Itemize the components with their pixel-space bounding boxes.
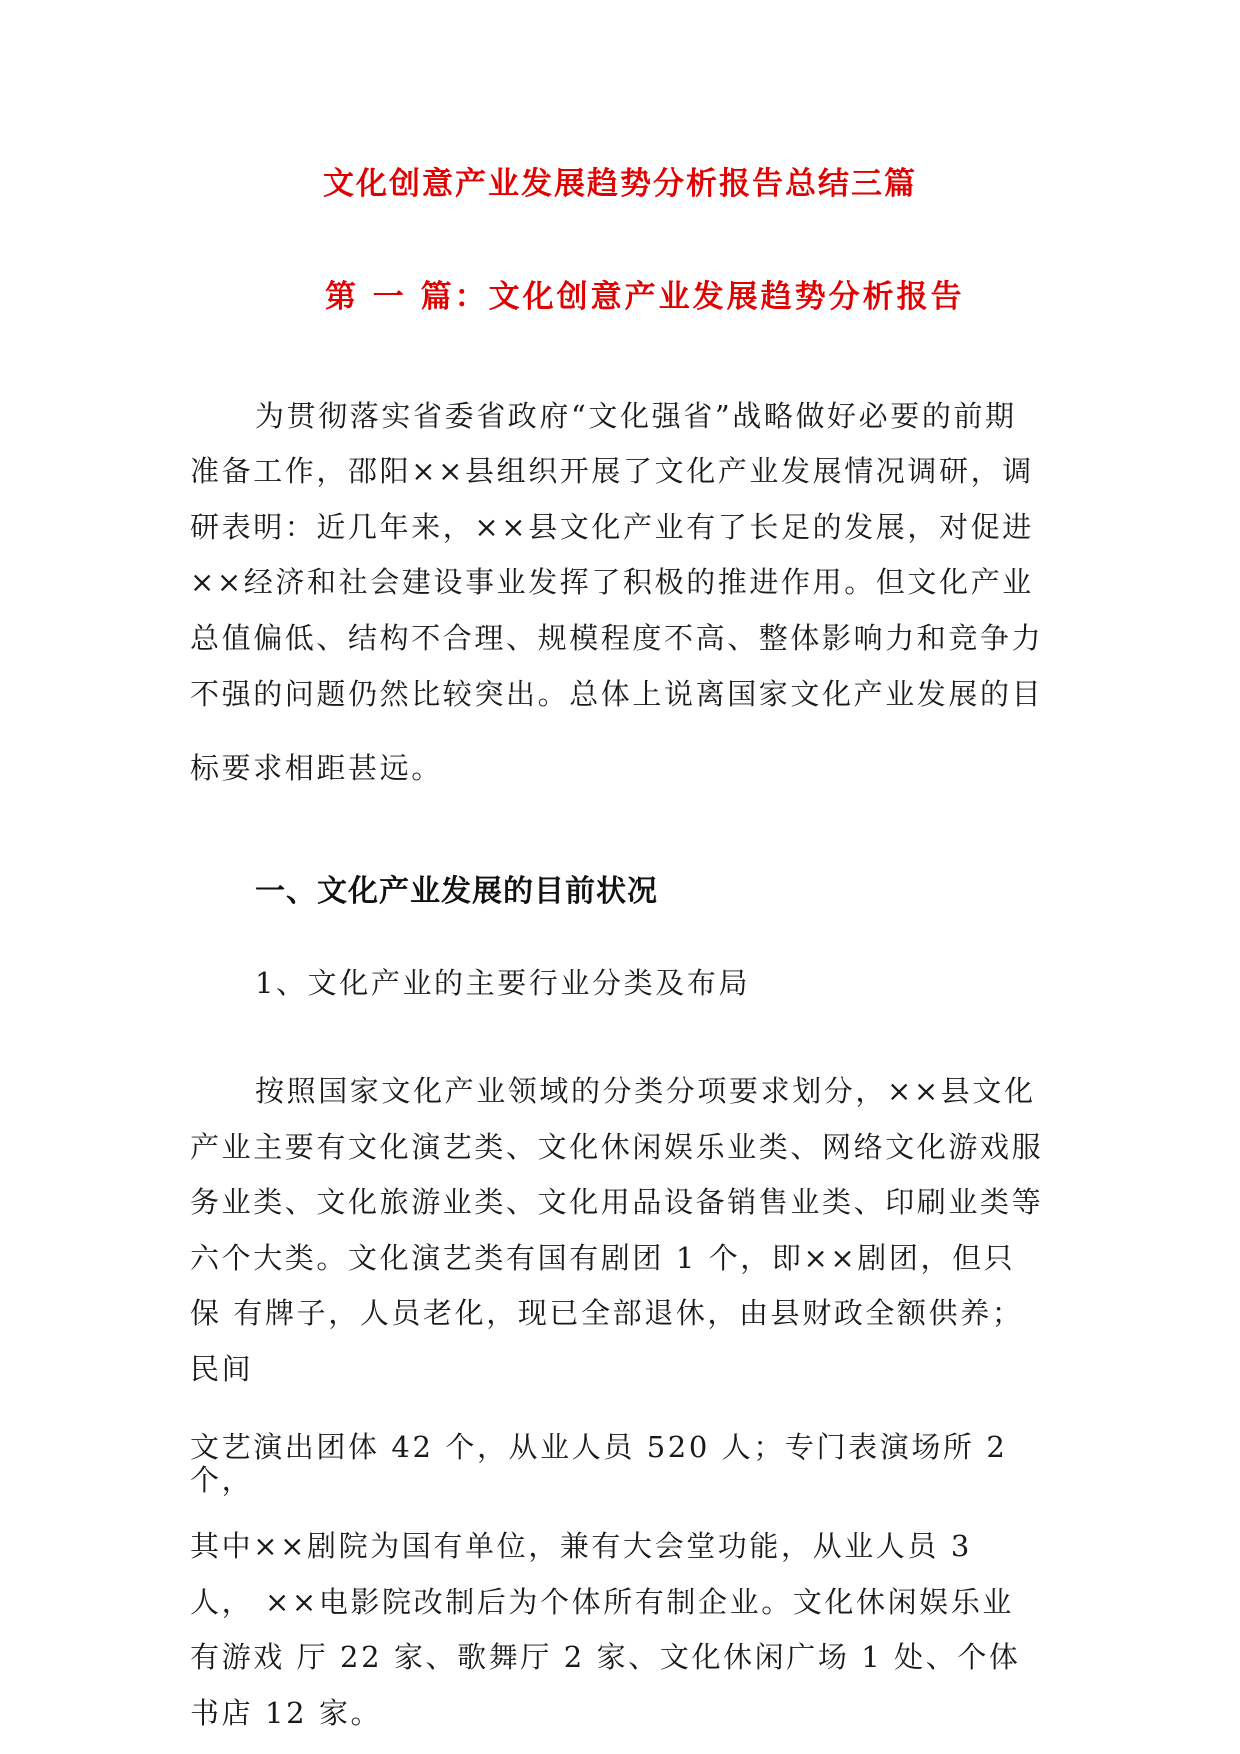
paragraph-line: 准备工作，邵阳××县组织开展了文化产业发展情况调研，调 xyxy=(190,454,1034,488)
paragraph-line: 保 有牌子，人员老化，现已全部退休，由县财政全额供养； xyxy=(190,1296,1024,1330)
paragraph-line: 产业主要有文化演艺类、文化休闲娱乐业类、网络文化游戏服 xyxy=(190,1130,1044,1164)
paragraph-line: 总值偏低、结构不合理、规模程度不高、整体影响力和竞争力 xyxy=(190,621,1044,655)
chapter-title: 第 一 篇：文化创意产业发展趋势分析报告 xyxy=(325,279,965,315)
section-heading: 一、文化产业发展的目前状况 xyxy=(255,874,658,909)
paragraph-line: ××经济和社会建设事业发挥了积极的推进作用。但文化产业 xyxy=(190,565,1034,599)
paragraph-line: 标要求相距甚远。 xyxy=(190,751,443,785)
paragraph-line: 民间 xyxy=(190,1352,254,1386)
paragraph-line: 有游戏 厅 22 家、歌舞厅 2 家、文化休闲广场 1 处、个体 xyxy=(190,1640,1021,1674)
paragraph-line: 不强的问题仍然比较突出。总体上说离国家文化产业发展的目 xyxy=(190,677,1044,711)
subsection-heading: 1、文化产业的主要行业分类及布局 xyxy=(255,966,751,1000)
paragraph-line: 六个大类。文化演艺类有国有剧团 1 个，即××剧团，但只 xyxy=(190,1241,1016,1275)
paragraph-line: 按照国家文化产业领域的分类分项要求划分，××县文化 xyxy=(255,1074,1036,1108)
paragraph-line: 务业类、文化旅游业类、文化用品设备销售业类、印刷业类等 xyxy=(190,1185,1044,1219)
paragraph-line: 为贯彻落实省委省政府“文化强省”战略做好必要的前期 xyxy=(255,399,1017,433)
document-title: 文化创意产业发展趋势分析报告总结三篇 xyxy=(323,166,917,202)
paragraph-line: 个， xyxy=(190,1463,254,1497)
paragraph-line: 文艺演出团体 42 个，从业人员 520 人；专门表演场所 2 xyxy=(190,1430,1008,1464)
paragraph-line: 人， ××电影院改制后为个体所有制企业。文化休闲娱乐业 xyxy=(190,1585,1015,1619)
paragraph-line: 研表明：近几年来，××县文化产业有了长足的发展，对促进 xyxy=(190,510,1034,544)
paragraph-line: 书店 12 家。 xyxy=(190,1696,383,1730)
paragraph-line: 其中××剧院为国有单位，兼有大会堂功能，从业人员 3 xyxy=(190,1529,972,1563)
